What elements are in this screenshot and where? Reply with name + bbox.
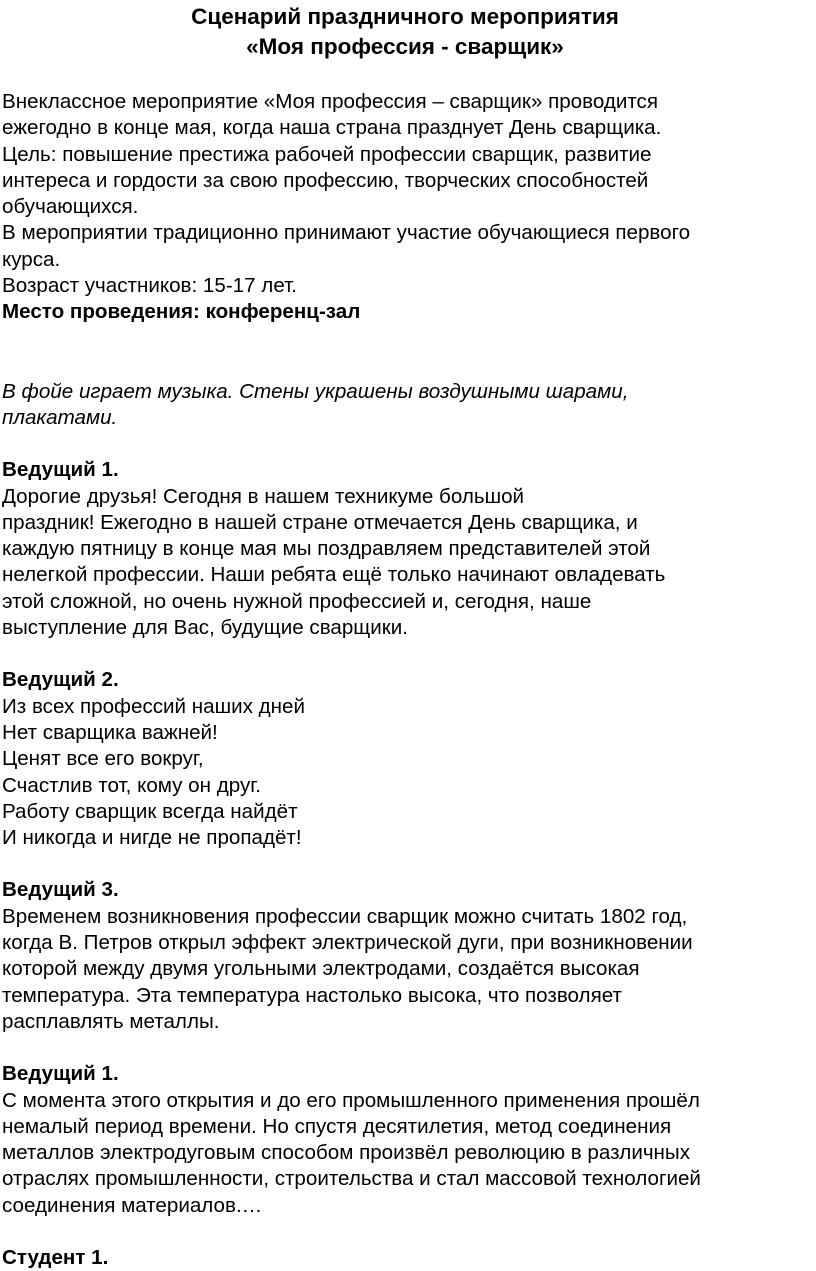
intro-line: Возраст участников: 15-17 лет. — [2, 274, 297, 298]
intro-line: ежегодно в конце мая, когда наша страна празднует День сварщика. — [2, 116, 662, 140]
speech-line: этой сложной, но очень нужной профессией и, сегодня, наше — [2, 589, 592, 613]
intro-line: Цель: повышение престижа рабочей профессии сварщик, развитие — [2, 142, 652, 166]
stage-direction — [2, 379, 798, 432]
poem-line: Ценят все его вокруг, — [2, 747, 204, 771]
venue-line: Место проведения: конференц-зал — [2, 300, 361, 324]
document-title — [2, 2, 798, 62]
speech-line: немалый период времени. Но спустя десятилетия, метод соединения — [2, 1114, 672, 1138]
speech-line: выступление для Вас, будущие сварщики. — [2, 616, 408, 640]
intro-paragraph — [2, 89, 798, 326]
intro-line: обучающихся. — [2, 195, 139, 219]
speech-line: металлов электродуговым способом произвёл революцию в различных — [2, 1141, 691, 1165]
poem-line: Счастлив тот, кому он друг. — [2, 773, 261, 797]
section-student-1 — [2, 1245, 798, 1271]
speaker-heading: Ведущий 2. — [2, 668, 119, 692]
speaker-heading: Ведущий 3. — [2, 878, 119, 902]
section-host-1-second — [2, 1061, 798, 1219]
speech-line: которой между двумя угольными электродами, создаётся высокая — [2, 957, 640, 981]
poem-line: Нет сварщика важней! — [2, 720, 218, 744]
section-host-2 — [2, 667, 798, 851]
intro-line: интереса и гордости за свою профессию, творческих способностей — [2, 168, 649, 192]
section-host-1 — [2, 457, 798, 641]
speech-line: праздник! Ежегодно в нашей стране отмечается День сварщика, и — [2, 510, 638, 534]
poem-line: Работу сварщик всегда найдёт — [2, 799, 298, 823]
speech-line: температура. Эта температура настолько высока, что позволяет — [2, 983, 622, 1007]
speech-line: нелегкой профессии. Наши ребята ещё только начинают овладевать — [2, 563, 666, 587]
title-line-2: «Моя профессия - сварщик» — [246, 34, 564, 59]
speech-line: соединения материалов.… — [2, 1193, 263, 1217]
speaker-heading: Ведущий 1. — [2, 458, 119, 482]
speaker-heading: Студент 1. — [2, 1245, 109, 1269]
intro-line: Внеклассное мероприятие «Моя профессия – сварщик» проводится — [2, 90, 659, 113]
speech-line: каждую пятницу в конце мая мы поздравляем представителей этой — [2, 537, 651, 561]
speech-line: Дорогие друзья! Сегодня в нашем техникуме большой — [2, 484, 525, 508]
speech-line: отраслях промышленности, строительства и стал массовой технологией — [2, 1167, 701, 1191]
intro-line: курса. — [2, 247, 61, 271]
poem-line: И никогда и нигде не пропадёт! — [2, 826, 302, 850]
speech-line: расплавлять металлы. — [2, 1009, 220, 1033]
title-line-1: Сценарий праздничного мероприятия — [191, 4, 619, 29]
stage-direction-line: плакатами. — [2, 405, 118, 429]
section-host-3 — [2, 877, 798, 1035]
speech-line: когда В. Петров открыл эффект электрической дуги, при возникновении — [2, 931, 693, 955]
stage-direction-line: В фойе играет музыка. Стены украшены воздушными шарами, — [2, 379, 629, 403]
speech-line: Временем возникновения профессии сварщик можно считать 1802 год, — [2, 904, 688, 928]
poem-line: Из всех профессий наших дней — [2, 694, 305, 718]
speaker-heading: Ведущий 1. — [2, 1062, 119, 1086]
speech-line: С момента этого открытия и до его промышленного применения прошёл — [2, 1088, 700, 1112]
intro-line: В мероприятии традиционно принимают участие обучающиеся первого — [2, 221, 691, 245]
